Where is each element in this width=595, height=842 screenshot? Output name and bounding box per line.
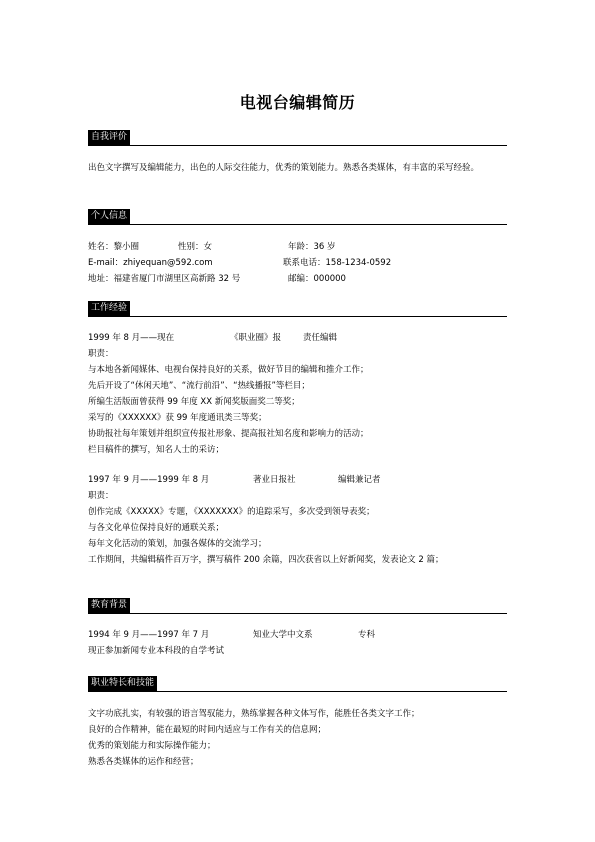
job-1-company: 《职业圈》报 xyxy=(230,333,282,343)
education-block xyxy=(88,627,508,659)
section-divider xyxy=(88,224,507,225)
section-heading-personal: 个人信息 xyxy=(88,209,130,224)
section-heading-education: 教育背景 xyxy=(88,598,130,613)
name-field: 姓名：黎小圈 xyxy=(88,242,140,252)
age-field: 年龄：36 岁 xyxy=(288,242,336,252)
section-divider xyxy=(88,613,507,614)
job-1-duty: 先后开设了“休闲天地”、“流行前沿”、“热线播报”等栏目； xyxy=(88,381,310,391)
page-title: 电视台编辑简历 xyxy=(239,93,356,112)
education-degree: 专科 xyxy=(358,630,376,640)
job-2-duty: 与各文化单位保持良好的通联关系； xyxy=(88,523,225,533)
skills-block xyxy=(88,706,508,770)
section-divider xyxy=(88,145,507,146)
personal-row-2 xyxy=(88,255,508,271)
skill-item: 良好的合作精神，能在最短的时间内适应与工作有关的信息网； xyxy=(88,725,327,735)
phone-field: 联系电话：158-1234-0592 xyxy=(283,258,392,268)
education-row xyxy=(88,627,508,643)
education-period: 1994 年 9 月——1997 年 7 月 xyxy=(88,630,210,640)
skill-item: 熟悉各类媒体的运作和经营； xyxy=(88,757,199,767)
skill-item: 文字功底扎实，有较强的语言驾驭能力，熟练掌握各种文体写作，能胜任各类文字工作； xyxy=(88,709,420,719)
job-2-header xyxy=(88,472,508,488)
personal-row-3 xyxy=(88,271,508,287)
job-1-header xyxy=(88,330,508,346)
self-eval-block xyxy=(88,160,508,176)
job-1-duty: 与本地各新闻媒体、电视台保持良好的关系，做好节目的编辑和推介工作； xyxy=(88,365,369,375)
job-1-duty: 所编生活版面曾获得 99 年度 XX 新闻奖版面奖二等奖； xyxy=(88,397,300,407)
job-1-duty-label: 职责： xyxy=(88,349,114,359)
address-field: 地址：福建省厦门市湖里区高新路 32 号 xyxy=(88,274,241,284)
job-2-position: 编辑兼记者 xyxy=(338,475,381,485)
job-1-position: 责任编辑 xyxy=(303,333,338,343)
job-1-duty: 协助报社每年策划并组织宣传报社形象、提高报社知名度和影响力的活动； xyxy=(88,429,369,439)
postcode-field: 邮编：000000 xyxy=(288,274,346,284)
job-2-period: 1997 年 9 月——1999 年 8 月 xyxy=(88,475,210,485)
skill-item: 优秀的策划能力和实际操作能力； xyxy=(88,741,216,751)
education-school: 知业大学中文系 xyxy=(253,630,313,640)
personal-info-block xyxy=(88,239,508,287)
job-1-duty: 采写的《XXXXXX》获 99 年度通讯类三等奖； xyxy=(88,413,267,423)
work-job-1 xyxy=(88,330,508,458)
education-note: 现正参加新闻专业本科段的自学考试 xyxy=(88,646,225,656)
gender-field: 性别：女 xyxy=(178,242,213,252)
section-heading-work: 工作经验 xyxy=(88,301,130,316)
job-1-period: 1999 年 8 月——现在 xyxy=(88,333,175,343)
section-divider xyxy=(88,691,507,692)
job-2-duty: 每年文化活动的策划，加强各媒体的交流学习； xyxy=(88,539,267,549)
job-2-company: 著业日报社 xyxy=(253,475,296,485)
job-1-duty: 栏目稿件的撰写，知名人士的采访； xyxy=(88,445,225,455)
section-heading-self-eval: 自我评价 xyxy=(88,130,130,145)
email-field: E-mail：zhiyequan@592.com xyxy=(88,258,213,268)
job-2-duty: 工作期间，共编辑稿件百万字，撰写稿件 200 余篇，四次获省以上好新闻奖，发表论文 2 篇； xyxy=(88,555,444,565)
job-2-duty-label: 职责： xyxy=(88,491,114,501)
personal-row-1 xyxy=(88,239,508,255)
section-heading-skills: 职业特长和技能 xyxy=(88,676,157,691)
job-2-duty: 创作完成《XXXXX》专题，《XXXXXXX》的追踪采写，多次受到领导表奖； xyxy=(88,507,375,517)
self-eval-text: 出色文字撰写及编辑能力，出色的人际交往能力，优秀的策划能力。熟悉各类媒体，有丰富的采写经验。 xyxy=(88,163,480,173)
work-job-2 xyxy=(88,472,508,568)
section-divider xyxy=(88,316,507,317)
